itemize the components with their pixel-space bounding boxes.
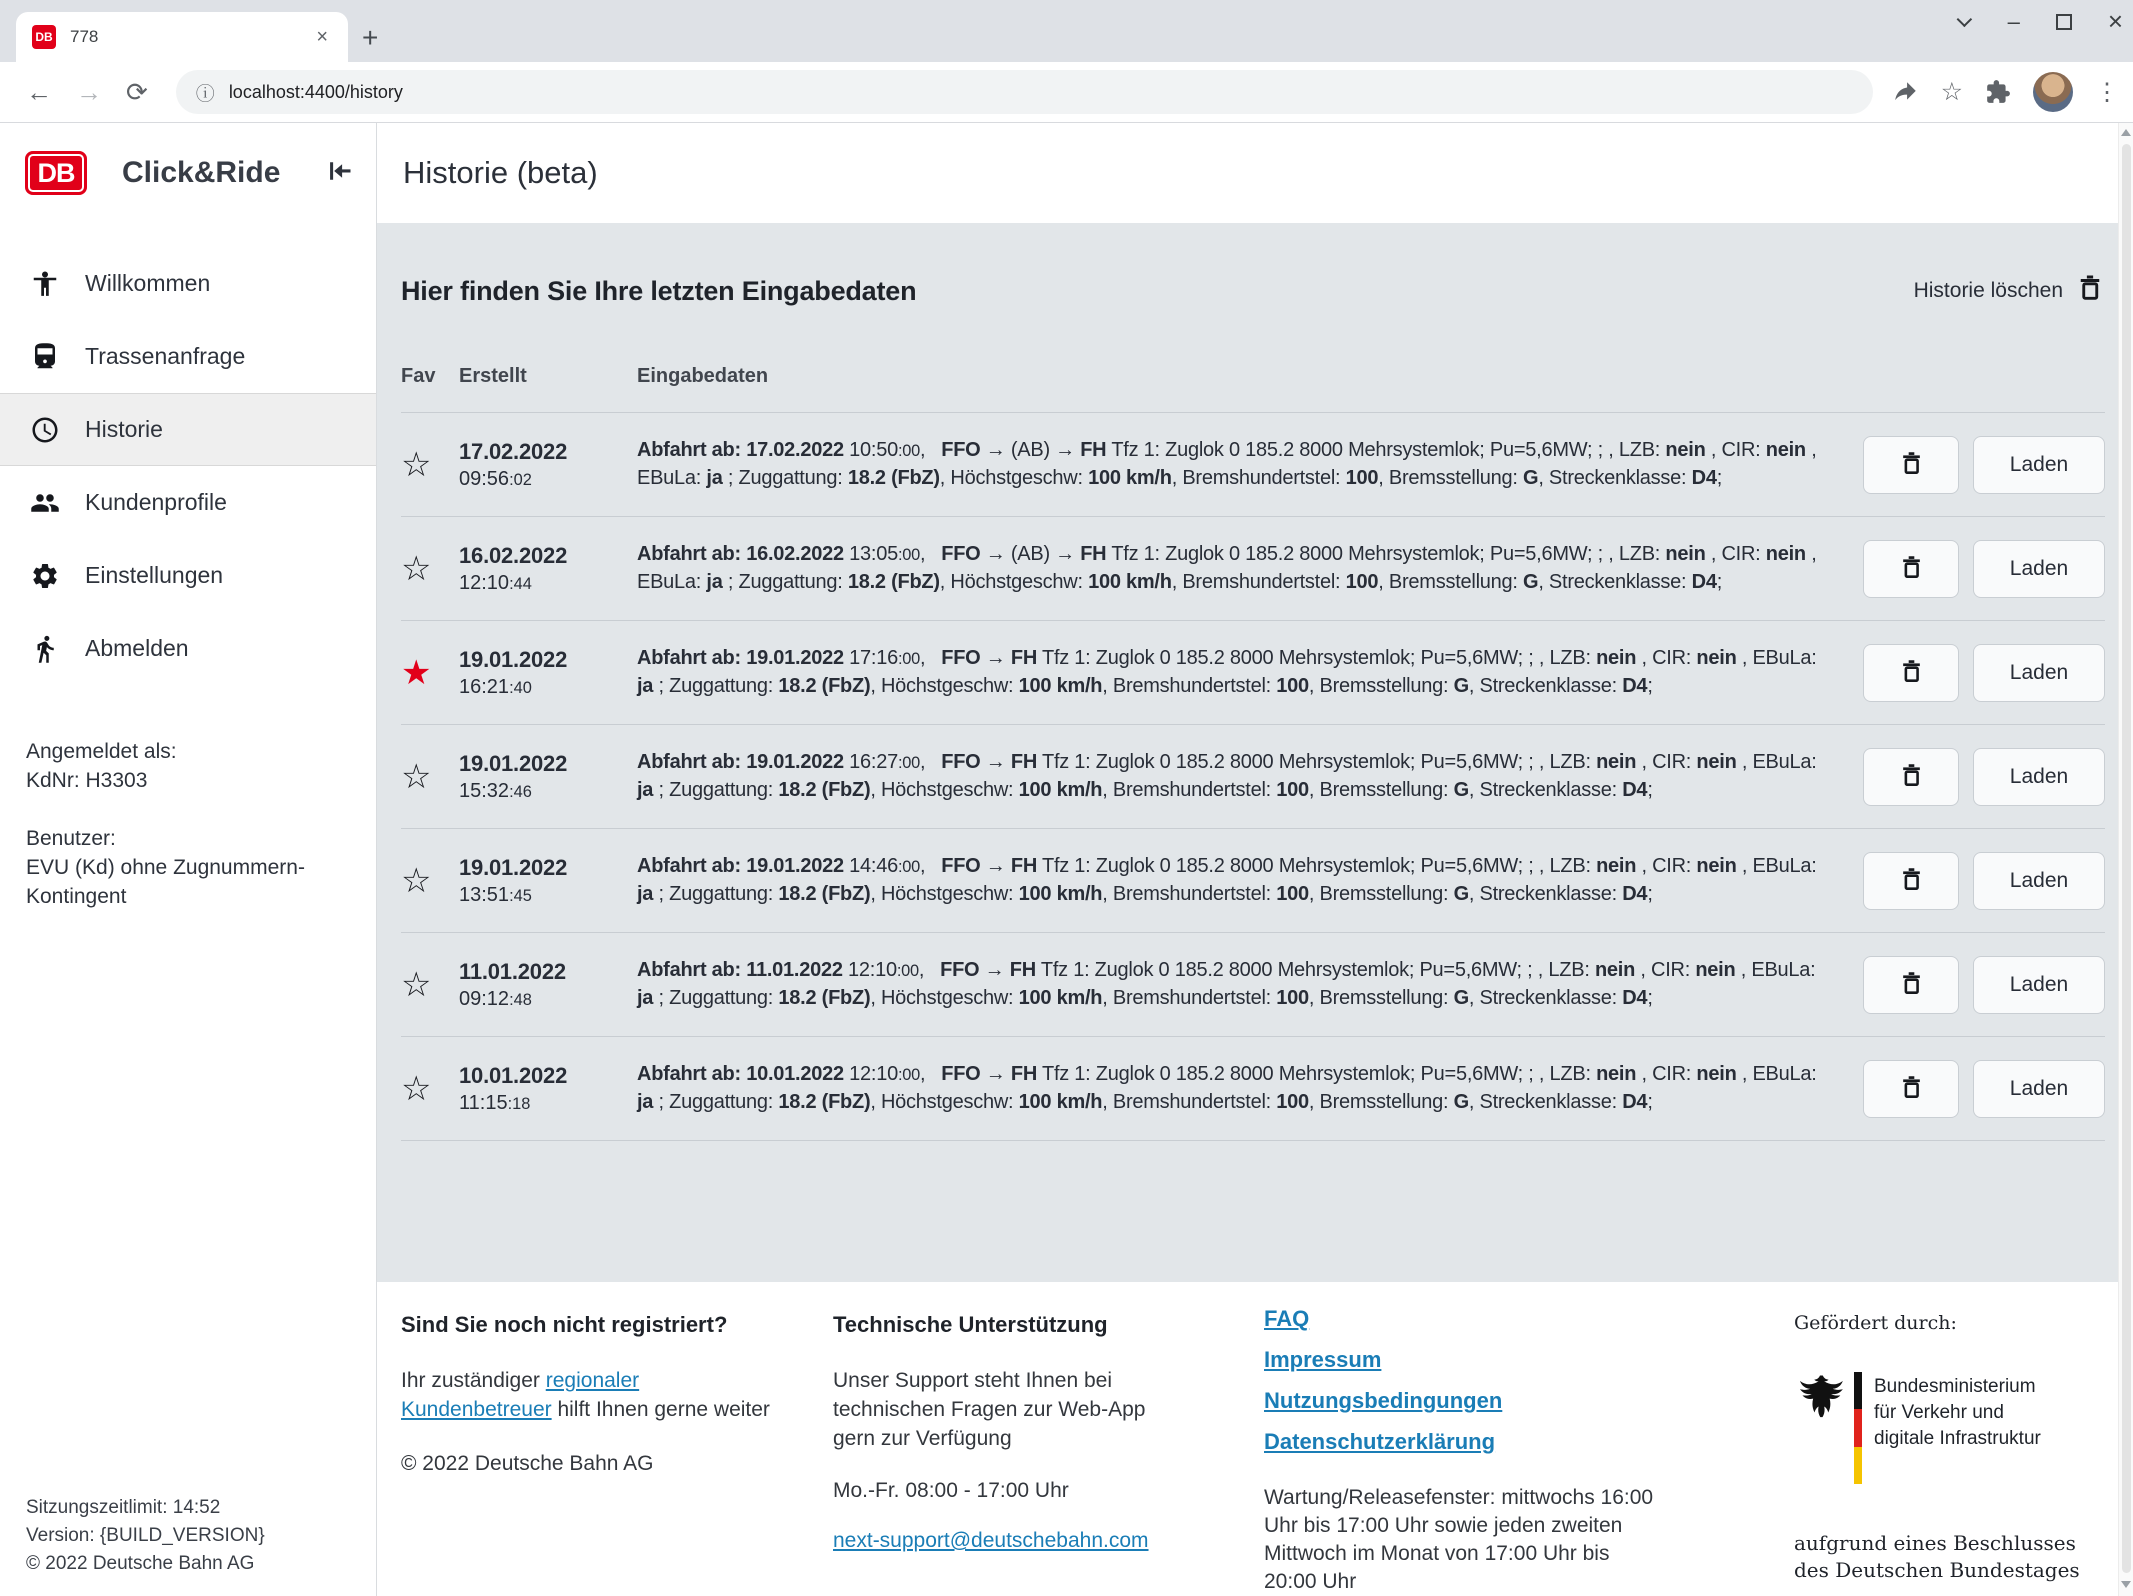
- row-entry-text: Abfahrt ab: 16.02.2022 13:05:00, FFO → (AB) → FH Tfz 1: Zuglok 0 185.2 8000 Mehrsystemlok; Pu=5,6MW; ; , LZB: nein , CIR: nein , EBuLa: ja ; Zuggattung: 18.2 (FbZ), Höchstgeschw: 100 km/h, Bremshundertstel: 100, Bremsstellung: G, Streckenklasse: D4;: [637, 543, 1822, 593]
- trash-icon: [1898, 554, 1925, 584]
- customer-number: KdNr: H3303: [26, 769, 148, 792]
- row-entry-text: Abfahrt ab: 11.01.2022 12:10:00, FFO → FH Tfz 1: Zuglok 0 185.2 8000 Mehrsystemlok; Pu=5,6MW; ; , LZB: nein , CIR: nein , EBuLa: ja ; Zuggattung: 18.2 (FbZ), Höchstgeschw: 100 km/h, Bremshundertstel: 100, Bremsstellung: G, Streckenklasse: D4;: [637, 959, 1821, 1009]
- footer-link-impressum[interactable]: Impressum: [1264, 1347, 1382, 1372]
- page-scrollbar[interactable]: [2118, 123, 2133, 1596]
- favorite-star[interactable]: ☆: [401, 1069, 432, 1108]
- ministry-line: digitale Infrastruktur: [1874, 1428, 2041, 1449]
- favorite-star[interactable]: ☆: [401, 445, 432, 484]
- footer-link-nutzungsbedingungen[interactable]: Nutzungsbedingungen: [1264, 1388, 1503, 1413]
- table-row: [401, 828, 2105, 932]
- favorite-star[interactable]: ☆: [401, 549, 432, 588]
- people-icon: [30, 488, 60, 518]
- maintenance-note: Wartung/Releasefenster: mittwochs 16:00 Uhr bis 17:00 Uhr sowie jeden zweiten Mittwoch im Monat von 17:00 Uhr bis 20:00 Uhr: [1264, 1486, 1654, 1593]
- footer-copyright: © 2022 Deutsche Bahn AG: [401, 1452, 654, 1475]
- sidebar-item-einstellungen[interactable]: [0, 539, 376, 612]
- footer-link-datenschutzerklärung[interactable]: Datenschutzerklärung: [1264, 1429, 1496, 1454]
- row-time: 13:51:45: [459, 883, 532, 906]
- train-icon: [30, 342, 60, 372]
- table-row: [401, 724, 2105, 828]
- row-date: 19.01.2022: [459, 750, 568, 776]
- load-button[interactable]: Laden: [1973, 436, 2105, 494]
- row-date: 11.01.2022: [459, 958, 566, 984]
- extensions-puzzle-icon[interactable]: [1985, 79, 2011, 105]
- sidebar-nav: [0, 247, 376, 685]
- funding-note-line: aufgrund eines Beschlusses: [1794, 1531, 2076, 1555]
- sidebar-item-label: Abmelden: [85, 635, 189, 661]
- trash-icon: [1898, 1074, 1925, 1104]
- funding-note-line: des Deutschen Bundestages: [1794, 1558, 2080, 1582]
- sidebar-item-abmelden[interactable]: [0, 612, 376, 685]
- table-row: [401, 620, 2105, 724]
- trash-icon: [1898, 866, 1925, 896]
- account-info: [0, 737, 376, 911]
- address-field[interactable]: [176, 70, 1873, 114]
- site-info-icon[interactable]: ⓘ: [195, 83, 215, 105]
- logged-in-label: Angemeldet als:: [26, 740, 177, 763]
- db-favicon: DB: [32, 25, 56, 49]
- ministry-line: für Verkehr und: [1874, 1402, 2004, 1423]
- scrollbar-thumb[interactable]: [2122, 144, 2131, 1573]
- favorite-star[interactable]: ★: [401, 653, 432, 692]
- register-text: [401, 1366, 771, 1424]
- browser-tab[interactable]: [16, 12, 348, 62]
- url-bar: [0, 62, 2133, 123]
- delete-row-button[interactable]: [1863, 748, 1959, 806]
- delete-row-button[interactable]: [1863, 540, 1959, 598]
- row-entry-text: Abfahrt ab: 19.01.2022 16:27:00, FFO → FH Tfz 1: Zuglok 0 185.2 8000 Mehrsystemlok; Pu=5,6MW; ; , LZB: nein , CIR: nein , EBuLa: ja ; Zuggattung: 18.2 (FbZ), Höchstgeschw: 100 km/h, Bremshundertstel: 100, Bremsstellung: G, Streckenklasse: D4;: [637, 751, 1822, 801]
- federal-eagle-icon: [1794, 1372, 1846, 1484]
- favorite-star[interactable]: ☆: [401, 757, 432, 796]
- tab-close-icon[interactable]: ×: [316, 25, 328, 48]
- row-date: 19.01.2022: [459, 646, 568, 672]
- delete-row-button[interactable]: [1863, 644, 1959, 702]
- row-time: 12:10:44: [459, 571, 532, 594]
- delete-row-button[interactable]: [1863, 436, 1959, 494]
- history-heading: Hier finden Sie Ihre letzten Eingabedaten: [401, 275, 917, 306]
- footer: [377, 1282, 2133, 1596]
- app-title: Click&Ride: [122, 156, 281, 189]
- footer-link-faq[interactable]: FAQ: [1264, 1306, 1310, 1331]
- favorite-star[interactable]: ☆: [401, 965, 432, 1004]
- ministry-name: [1874, 1372, 2041, 1484]
- scroll-down-icon[interactable]: [2121, 1581, 2131, 1588]
- register-text-after: hilft Ihnen gerne weiter: [551, 1398, 770, 1421]
- user-label: Benutzer:: [26, 827, 116, 850]
- sidebar-collapse-icon[interactable]: [326, 157, 354, 190]
- user-value: EVU (Kd) ohne Zugnummern-Kontingent: [26, 856, 305, 908]
- load-button[interactable]: Laden: [1973, 540, 2105, 598]
- session-info: [0, 1494, 376, 1596]
- register-heading: Sind Sie noch nicht registriert?: [401, 1312, 728, 1337]
- bmvi-logo: [1794, 1372, 2124, 1484]
- customer-advisor-link[interactable]: regionaler Kundenbetreuer: [401, 1369, 640, 1421]
- avatar[interactable]: [2033, 72, 2073, 112]
- tab-title: 778: [70, 27, 99, 46]
- register-text-before: Ihr zuständiger: [401, 1369, 546, 1392]
- history-content: [377, 223, 2133, 1282]
- browser-menu-kebab-icon[interactable]: ⋮: [2095, 78, 2119, 106]
- column-created: Erstellt: [459, 365, 527, 387]
- table-row: [401, 412, 2105, 516]
- delete-row-button[interactable]: [1863, 1060, 1959, 1118]
- sidebar-item-label: Trassenanfrage: [85, 343, 246, 369]
- sidebar-item-label: Historie: [85, 416, 163, 442]
- forward-icon[interactable]: →: [76, 76, 102, 107]
- sidebar-item-label: Einstellungen: [85, 562, 224, 588]
- clear-history-button[interactable]: [1914, 273, 2105, 309]
- table-header: [401, 365, 2105, 412]
- build-version: Version: {BUILD_VERSION}: [26, 1525, 265, 1546]
- sidebar-item-label: Kundenprofile: [85, 489, 227, 515]
- trash-icon: [1898, 970, 1925, 1000]
- table-row: [401, 1036, 2105, 1140]
- history-table: [401, 412, 2105, 1141]
- row-date: 16.02.2022: [459, 542, 568, 568]
- row-entry-text: Abfahrt ab: 17.02.2022 10:50:00, FFO → (AB) → FH Tfz 1: Zuglok 0 185.2 8000 Mehrsystemlok; Pu=5,6MW; ; , LZB: nein , CIR: nein , EBuLa: ja ; Zuggattung: 18.2 (FbZ), Höchstgeschw: 100 km/h, Bremshundertstel: 100, Bremsstellung: G, Streckenklasse: D4;: [637, 439, 1822, 489]
- row-entry-text: Abfahrt ab: 10.01.2022 12:10:00, FFO → FH Tfz 1: Zuglok 0 185.2 8000 Mehrsystemlok; Pu=5,6MW; ; , LZB: nein , CIR: nein , EBuLa: ja ; Zuggattung: 18.2 (FbZ), Höchstgeschw: 100 km/h, Bremshundertstel: 100, Bremsstellung: G, Streckenklasse: D4;: [637, 1063, 1822, 1113]
- ministry-line: Bundesministerium: [1874, 1376, 2036, 1397]
- gear-icon: [30, 561, 60, 591]
- load-button[interactable]: Laden: [1973, 644, 2105, 702]
- page-header: [377, 123, 2133, 223]
- accessibility-icon: [30, 269, 60, 299]
- support-hours: Mo.-Fr. 08:00 - 17:00 Uhr: [833, 1479, 1069, 1502]
- row-entry-text: Abfahrt ab: 19.01.2022 17:16:00, FFO → FH Tfz 1: Zuglok 0 185.2 8000 Mehrsystemlok; Pu=5,6MW; ; , LZB: nein , CIR: nein , EBuLa: ja ; Zuggattung: 18.2 (FbZ), Höchstgeschw: 100 km/h, Bremshundertstel: 100, Bremsstellung: G, Streckenklasse: D4;: [637, 647, 1822, 697]
- row-entry-text: Abfahrt ab: 19.01.2022 14:46:00, FFO → FH Tfz 1: Zuglok 0 185.2 8000 Mehrsystemlok; Pu=5,6MW; ; , LZB: nein , CIR: nein , EBuLa: ja ; Zuggattung: 18.2 (FbZ), Höchstgeschw: 100 km/h, Bremshundertstel: 100, Bremsstellung: G, Streckenklasse: D4;: [637, 855, 1822, 905]
- new-tab-button[interactable]: +: [362, 22, 379, 53]
- row-time: 16:21:40: [459, 675, 532, 698]
- trash-icon: [1898, 450, 1925, 480]
- row-time: 09:12:48: [459, 987, 532, 1010]
- window-close-button[interactable]: ×: [2107, 6, 2123, 36]
- trash-icon: [1898, 762, 1925, 792]
- sidebar-copyright: © 2022 Deutsche Bahn AG: [26, 1553, 255, 1574]
- load-button[interactable]: Laden: [1973, 852, 2105, 910]
- bookmark-star-icon[interactable]: ☆: [1940, 78, 1963, 106]
- row-time: 09:56:02: [459, 467, 532, 490]
- footer-links: [1264, 1306, 1664, 1470]
- sidebar-item-trassenanfrage[interactable]: [0, 320, 376, 393]
- sidebar-item-willkommen[interactable]: [0, 247, 376, 320]
- funding-note: [1794, 1530, 2124, 1584]
- db-logo: DB: [25, 151, 87, 195]
- walk-icon: [30, 634, 60, 664]
- trash-icon: [2075, 273, 2105, 309]
- clock-icon: [30, 415, 60, 445]
- row-time: 15:32:46: [459, 779, 532, 802]
- sidebar-item-historie[interactable]: [0, 393, 376, 466]
- support-heading: Technische Unterstützung: [833, 1312, 1108, 1337]
- scroll-up-icon[interactable]: [2121, 129, 2131, 136]
- tab-strip: [0, 0, 2133, 62]
- url-text[interactable]: localhost:4400/history: [228, 81, 403, 102]
- row-date: 17.02.2022: [459, 438, 568, 464]
- session-time-limit: Sitzungszeitlimit: 14:52: [26, 1497, 221, 1518]
- minimize-button[interactable]: –: [2007, 8, 2020, 34]
- row-time: 11:15:18: [459, 1091, 531, 1114]
- load-button[interactable]: Laden: [1973, 956, 2105, 1014]
- support-text: Unser Support steht Ihnen bei technischen Fragen zur Web-App gern zur Verfügung: [833, 1369, 1146, 1450]
- table-row: [401, 516, 2105, 620]
- load-button[interactable]: Laden: [1973, 748, 2105, 806]
- support-email-link[interactable]: next-support@deutschebahn.com: [833, 1529, 1149, 1552]
- sidebar: [0, 123, 377, 1596]
- delete-row-button[interactable]: [1863, 956, 1959, 1014]
- clear-history-label: Historie löschen: [1913, 279, 2063, 302]
- reload-icon[interactable]: ⟳: [126, 76, 148, 107]
- row-date: 10.01.2022: [459, 1062, 568, 1088]
- sidebar-item-kundenprofile[interactable]: [0, 466, 376, 539]
- trash-icon: [1898, 658, 1925, 688]
- delete-row-button[interactable]: [1863, 852, 1959, 910]
- sidebar-item-label: Willkommen: [85, 270, 211, 296]
- row-date: 19.01.2022: [459, 854, 568, 880]
- favorite-star[interactable]: ☆: [401, 861, 432, 900]
- back-icon[interactable]: ←: [26, 76, 52, 107]
- window-menu-chevron-icon[interactable]: [1956, 12, 1972, 28]
- flag-stripe: [1854, 1372, 1862, 1484]
- column-data: Eingabedaten: [637, 365, 769, 387]
- funding-label: Gefördert durch:: [1794, 1312, 1957, 1334]
- maximize-button[interactable]: [2056, 14, 2072, 30]
- share-icon[interactable]: [1893, 79, 1919, 105]
- column-fav: Fav: [401, 365, 436, 387]
- table-row: [401, 932, 2105, 1036]
- page-title: Historie (beta): [403, 155, 598, 190]
- load-button[interactable]: Laden: [1973, 1060, 2105, 1118]
